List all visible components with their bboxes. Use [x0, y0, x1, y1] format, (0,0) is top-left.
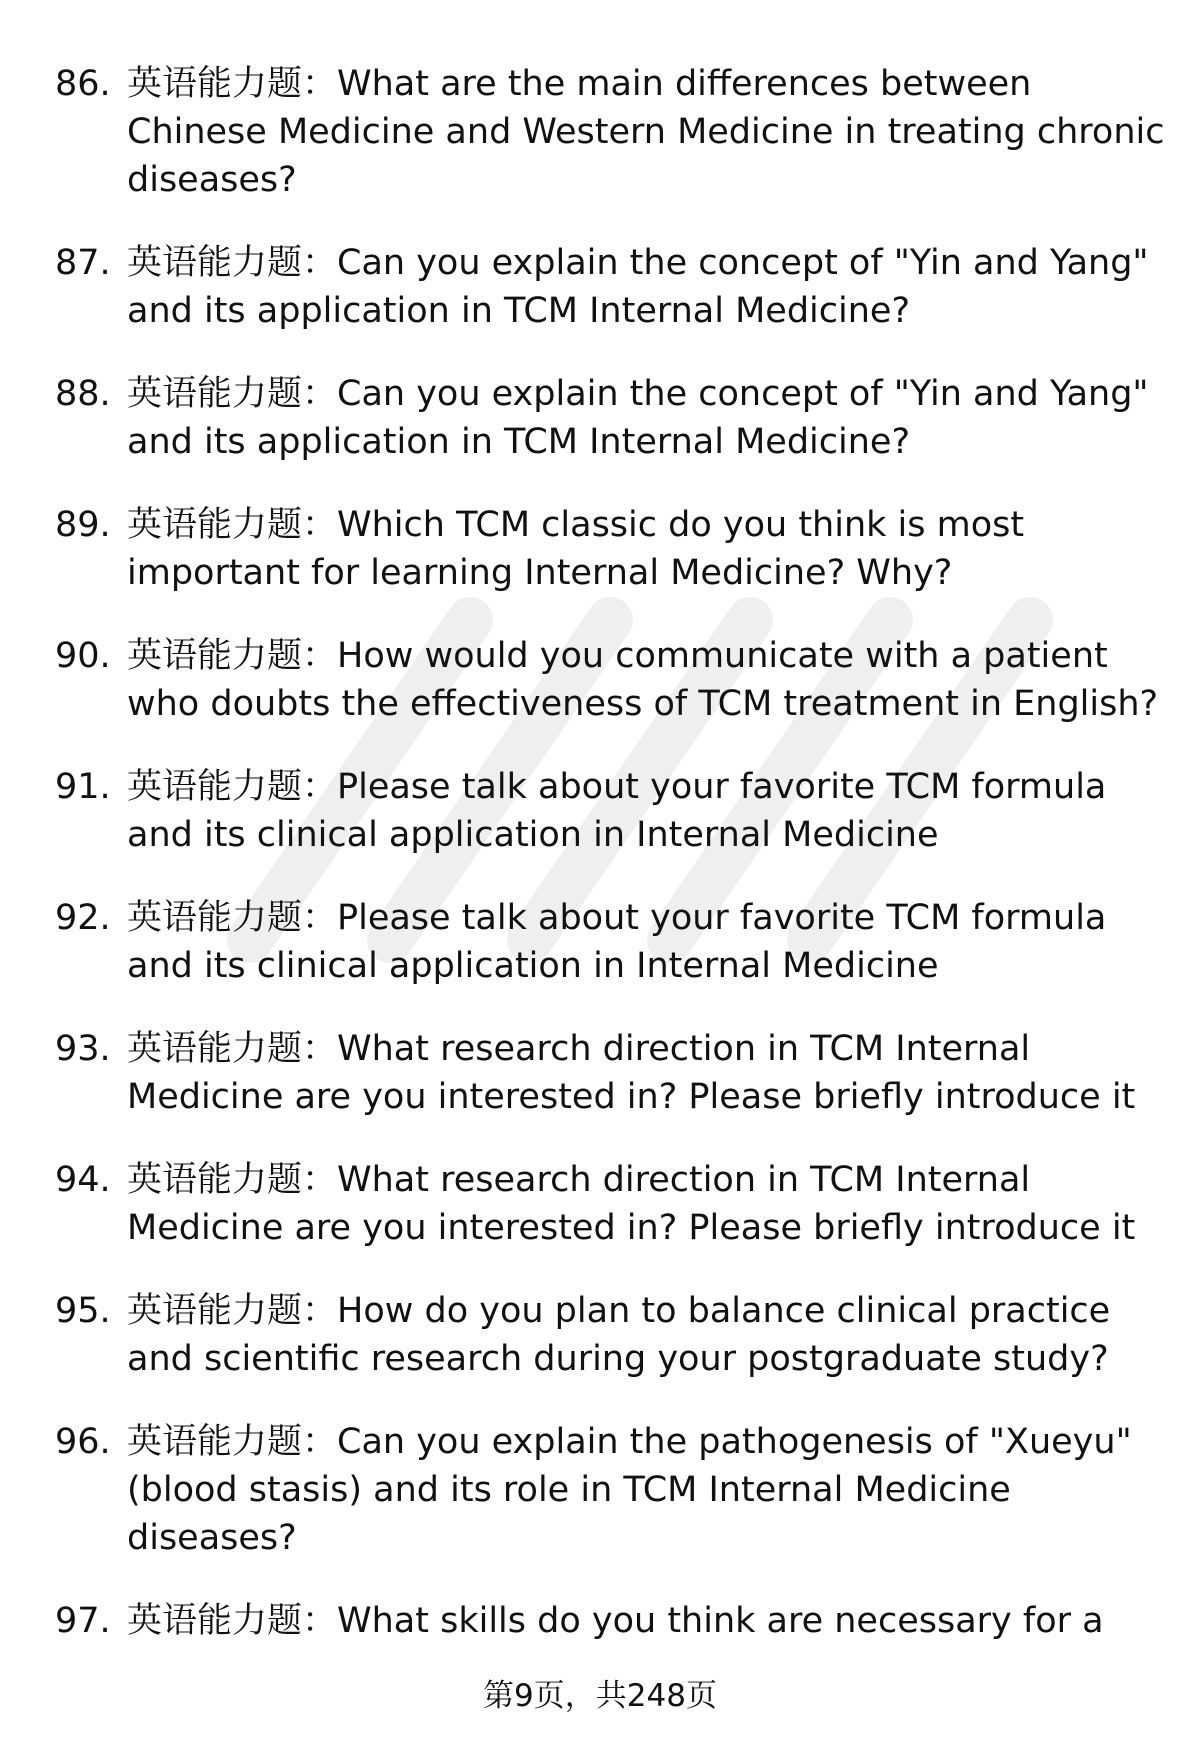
- list-item: [55, 763, 1175, 859]
- question-number: 90.: [55, 636, 111, 676]
- list-item: [55, 1597, 1175, 1645]
- question-text: 英语能力题：How would you communicate with a patient who doubts the effectiveness of TCM treatment in English?: [127, 636, 1159, 724]
- question-number: 89.: [55, 505, 111, 545]
- list-item: [55, 1156, 1175, 1252]
- list-item: [55, 239, 1175, 335]
- question-text: 英语能力题：Please talk about your favorite TCM formula and its clinical application in Internal Medicine: [127, 898, 1107, 986]
- question-number: 91.: [55, 767, 111, 807]
- question-text: 英语能力题：What research direction in TCM Internal Medicine are you interested in? Please briefly introduce it: [127, 1029, 1136, 1117]
- list-item: [55, 60, 1175, 204]
- question-text: 英语能力题：How do you plan to balance clinical practice and scientific research during your postgraduate study?: [127, 1291, 1111, 1379]
- question-number: 93.: [55, 1029, 111, 1069]
- list-item: [55, 1287, 1175, 1383]
- question-text: 英语能力题：What are the main differences between Chinese Medicine and Western Medicine in treating chronic diseases?: [127, 64, 1165, 200]
- question-text: 英语能力题：Please talk about your favorite TCM formula and its clinical application in Internal Medicine: [127, 767, 1107, 855]
- question-number: 88.: [55, 374, 111, 414]
- question-text: 英语能力题：What research direction in TCM Internal Medicine are you interested in? Please briefly introduce it: [127, 1160, 1136, 1248]
- list-item: [55, 632, 1175, 728]
- question-text: 英语能力题：Can you explain the pathogenesis of "Xueyu" (blood stasis) and its role in TCM Internal Medicine diseases?: [127, 1422, 1132, 1558]
- question-text: 英语能力题：Can you explain the concept of "Yin and Yang" and its application in TCM Internal Medicine?: [127, 374, 1149, 462]
- list-item: [55, 1418, 1175, 1562]
- question-text: 英语能力题：Can you explain the concept of "Yin and Yang" and its application in TCM Internal Medicine?: [127, 243, 1149, 331]
- list-item: [55, 1025, 1175, 1121]
- list-item: [55, 894, 1175, 990]
- question-number: 95.: [55, 1291, 111, 1331]
- question-number: 97.: [55, 1601, 111, 1641]
- page-footer: 第9页，共248页: [483, 1678, 717, 1714]
- question-text: 英语能力题：Which TCM classic do you think is most important for learning Internal Medicine? Why?: [127, 505, 1025, 593]
- question-number: 96.: [55, 1422, 111, 1462]
- question-number: 92.: [55, 898, 111, 938]
- list-item: [55, 370, 1175, 466]
- question-list: [55, 60, 1175, 1680]
- question-number: 87.: [55, 243, 111, 283]
- question-number: 86.: [55, 64, 111, 104]
- list-item: [55, 501, 1175, 597]
- question-number: 94.: [55, 1160, 111, 1200]
- question-text: 英语能力题：What skills do you think are necessary for a: [127, 1601, 1104, 1641]
